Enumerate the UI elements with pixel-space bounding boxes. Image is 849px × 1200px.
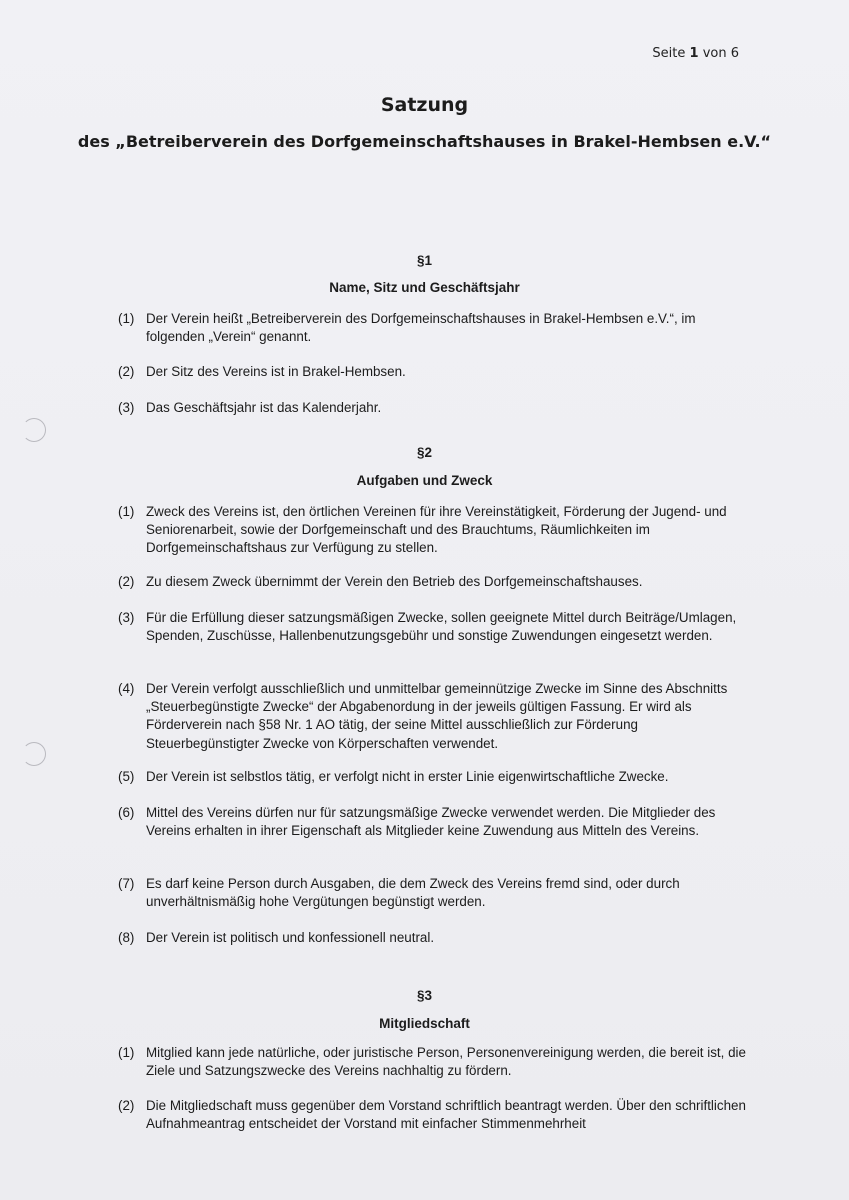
item-text: Das Geschäftsjahr ist das Kalenderjahr.	[146, 400, 382, 415]
list-item	[118, 310, 748, 346]
punch-hole-mark	[22, 742, 46, 766]
item-number: (4)	[118, 681, 135, 696]
item-text: Der Sitz des Vereins ist in Brakel-Hembsen.	[146, 364, 406, 379]
list-item	[118, 1044, 748, 1080]
item-text: Mittel des Vereins dürfen nur für satzungsmäßige Zwecke verwendet werden. Die Mitglieder des Vereins erhalten in ihrer Eigenschaft als Mitglieder keine Zuwendung aus Mitteln des Vereins.	[146, 805, 716, 839]
document-subtitle: des „Betreiberverein des Dorfgemeinschaftshauses in Brakel-Hembsen e.V.“	[77, 132, 772, 151]
section-number: §2	[416, 445, 433, 460]
list-item	[118, 1097, 748, 1133]
list-item	[118, 929, 748, 947]
item-number: (6)	[118, 805, 135, 820]
section-number: §3	[416, 988, 433, 1003]
item-number: (3)	[118, 400, 135, 415]
list-item	[118, 399, 748, 417]
list-item	[118, 609, 748, 645]
list-item	[118, 804, 748, 840]
item-number: (2)	[118, 1098, 135, 1113]
item-text: Es darf keine Person durch Ausgaben, die dem Zweck des Vereins fremd sind, oder durch unverhältnismäßig hohe Vergütungen begünstigt werden.	[146, 876, 680, 910]
item-text: Der Verein verfolgt ausschließlich und unmittelbar gemeinnützige Zwecke im Sinne des Abschnitts „Steuerbegünstigte Zwecke“ der Abgabenordung in der jeweils gültigen Fassung. Er wird als Förderverein nach §58 Nr. 1 AO tätig, der seine Mittel ausschließlich zur Förderung Steuerbegünstigter Zwecke von Körperschaften verwendet.	[146, 681, 728, 751]
item-text: Mitglied kann jede natürliche, oder juristische Person, Personenvereinigung werden, die bereit ist, die Ziele und Satzungszwecke des Vereins nachhaltig zu fördern.	[146, 1045, 746, 1079]
list-item	[118, 503, 748, 558]
item-text: Der Verein heißt „Betreiberverein des Dorfgemeinschaftshauses in Brakel-Hembsen e.V.“, im folgenden „Verein“ genannt.	[146, 311, 696, 345]
list-item	[118, 768, 748, 786]
item-number: (7)	[118, 876, 135, 891]
page-number: Seite 1 von 6	[652, 46, 739, 61]
item-number: (1)	[118, 1045, 135, 1060]
document-title: Satzung	[380, 94, 469, 116]
section-number: §1	[416, 253, 433, 268]
item-number: (2)	[118, 574, 135, 589]
item-number: (1)	[118, 311, 135, 326]
item-number: (2)	[118, 364, 135, 379]
item-text: Der Verein ist selbstlos tätig, er verfolgt nicht in erster Linie eigenwirtschaftliche Zwecke.	[146, 769, 669, 784]
section-heading: Mitgliedschaft	[379, 1016, 470, 1031]
list-item	[118, 363, 748, 381]
punch-hole-mark	[22, 418, 46, 442]
item-text: Zu diesem Zweck übernimmt der Verein den Betrieb des Dorfgemeinschaftshauses.	[146, 574, 643, 589]
item-number: (3)	[118, 610, 135, 625]
item-text: Zweck des Vereins ist, den örtlichen Vereinen für ihre Vereinstätigkeit, Förderung der Jugend- und Seniorenarbeit, sowie der Dorfgemeinschaft und des Brauchtums, Räumlichkeiten im Dorfgemeinschaftshaus zur Verfügung zu stellen.	[146, 504, 727, 556]
item-number: (8)	[118, 930, 135, 945]
list-item	[118, 573, 748, 591]
item-text: Der Verein ist politisch und konfessionell neutral.	[146, 930, 435, 945]
item-text: Für die Erfüllung dieser satzungsmäßigen Zwecke, sollen geeignete Mittel durch Beiträge/Umlagen, Spenden, Zuschüsse, Hallenbenutzungsgebühr und sonstige Zuwendungen eingesetzt werden.	[146, 610, 737, 644]
section-heading: Name, Sitz und Geschäftsjahr	[329, 280, 520, 295]
item-number: (1)	[118, 504, 135, 519]
list-item	[118, 875, 748, 911]
section-heading: Aufgaben und Zweck	[356, 473, 493, 488]
item-text: Die Mitgliedschaft muss gegenüber dem Vorstand schriftlich beantragt werden. Über den schriftlichen Aufnahmeantrag entscheidet der Vorstand mit einfacher Stimmenmehrheit	[146, 1098, 746, 1132]
item-number: (5)	[118, 769, 135, 784]
list-item	[118, 680, 748, 753]
